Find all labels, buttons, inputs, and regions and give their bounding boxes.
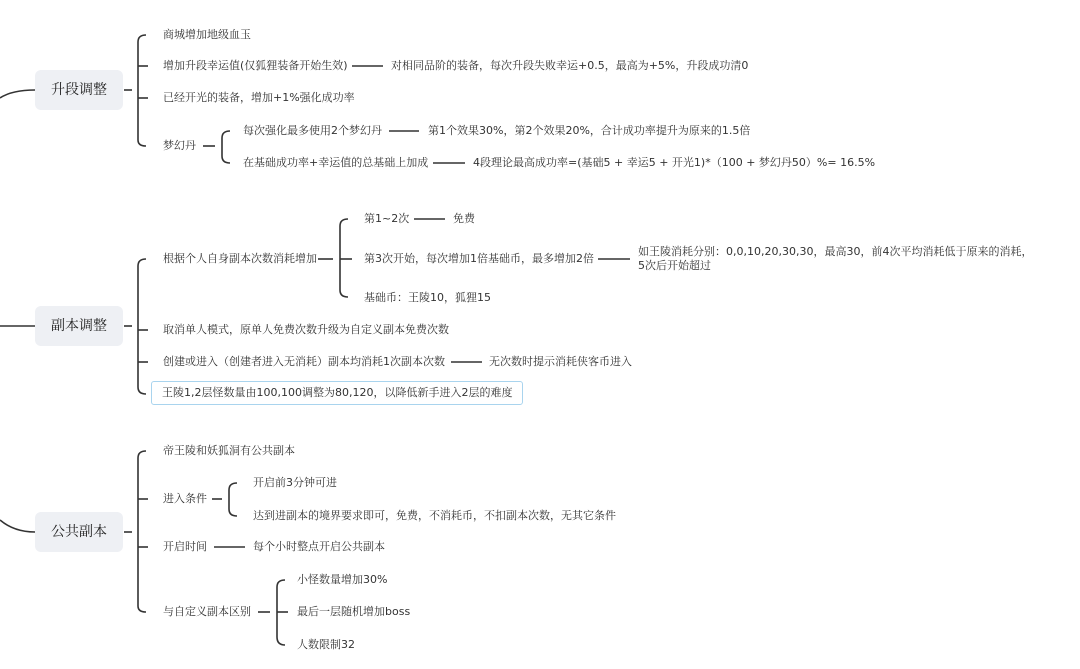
node-cost-example[interactable]: 如王陵消耗分别：0,0,10,20,30,30，最高30，前4次平均消耗低于原来的消耗，5次后开始超过 — [638, 245, 1033, 272]
node-luck-rule[interactable]: 对相同品阶的装备，每次升段失败幸运+0.5，最高为+5%，升段成功清0 — [391, 59, 749, 72]
node-first-two[interactable]: 第1~2次 — [364, 212, 410, 225]
node-entry-condition[interactable]: 进入条件 — [163, 492, 207, 505]
node-player-limit[interactable]: 人数限制32 — [297, 638, 355, 651]
node-base-currency[interactable]: 基础币：王陵10，狐狸15 — [364, 291, 491, 304]
node-open-time[interactable]: 开启时间 — [163, 540, 207, 553]
node-enter-before[interactable]: 开启前3分钟可进 — [253, 476, 337, 489]
node-dream-pill-effect[interactable]: 第1个效果30%，第2个效果20%，合计成功率提升为原来的1.5倍 — [428, 124, 751, 137]
node-blessed-equipment[interactable]: 已经开光的装备，增加+1%强化成功率 — [163, 91, 355, 104]
topic-upgrade[interactable]: 升段调整 — [35, 70, 123, 110]
node-no-count-hint[interactable]: 无次数时提示消耗侠客币进入 — [489, 355, 632, 368]
node-third-onward[interactable]: 第3次开始，每次增加1倍基础币，最多增加2倍 — [364, 252, 594, 265]
node-more-monsters[interactable]: 小怪数量增加30% — [297, 573, 388, 586]
node-free[interactable]: 免费 — [453, 212, 475, 225]
node-luck-value[interactable]: 增加升段幸运值(仅狐狸装备开始生效) — [163, 59, 348, 72]
node-cancel-solo[interactable]: 取消单人模式，原单人免费次数升级为自定义副本免费次数 — [163, 323, 449, 336]
node-mall-blood-jade[interactable]: 商城增加地级血玉 — [163, 28, 251, 41]
node-cost-increase[interactable]: 根据个人自身副本次数消耗增加 — [163, 252, 317, 265]
node-monster-count-selected[interactable]: 王陵1,2层怪数量由100,100调整为80,120，以降低新手进入2层的难度 — [151, 381, 523, 405]
node-create-enter-cost[interactable]: 创建或进入（创建者进入无消耗）副本均消耗1次副本次数 — [163, 355, 445, 368]
topic-public-dungeon[interactable]: 公共副本 — [35, 512, 123, 552]
node-dream-pill-base[interactable]: 在基础成功率+幸运值的总基础上加成 — [243, 156, 429, 169]
node-random-boss[interactable]: 最后一层随机增加boss — [297, 605, 411, 618]
node-requirements[interactable]: 达到进副本的境界要求即可，免费，不消耗币，不扣副本次数，无其它条件 — [253, 509, 616, 522]
topic-dungeon[interactable]: 副本调整 — [35, 306, 123, 346]
node-max-rate-formula[interactable]: 4段理论最高成功率=(基础5 + 幸运5 + 开光1)*（100 + 梦幻丹50）%= 16.5% — [473, 156, 876, 169]
node-public-locations[interactable]: 帝王陵和妖狐洞有公共副本 — [163, 444, 295, 457]
node-dream-pill-limit[interactable]: 每次强化最多使用2个梦幻丹 — [243, 124, 382, 137]
node-hourly-open[interactable]: 每个小时整点开启公共副本 — [253, 540, 385, 553]
node-dream-pill[interactable]: 梦幻丹 — [163, 139, 196, 152]
node-difference[interactable]: 与自定义副本区别 — [163, 605, 251, 618]
